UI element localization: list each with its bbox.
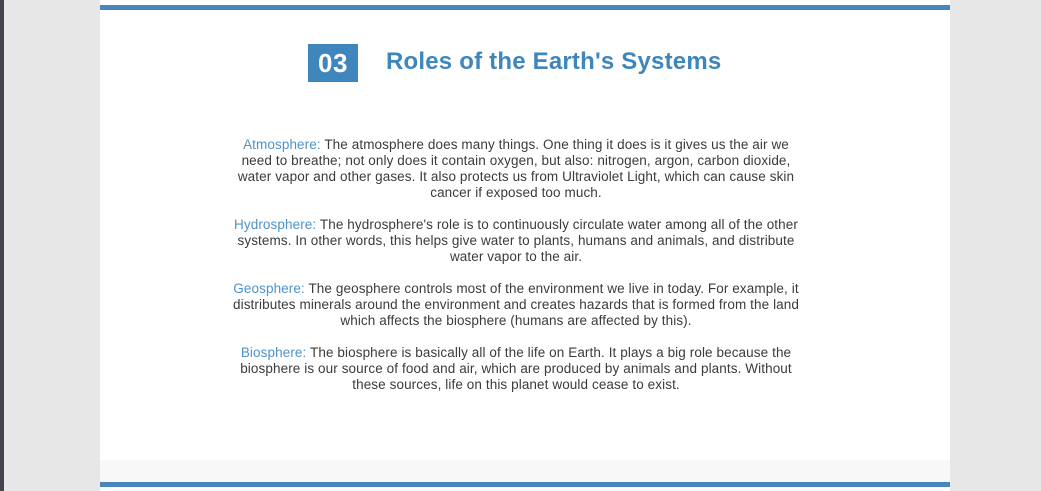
section-biosphere — [228, 345, 804, 393]
section-label-geosphere: Geosphere: — [233, 281, 305, 296]
section-hydrosphere — [228, 217, 804, 265]
section-atmosphere — [228, 137, 804, 201]
section-text-biosphere: The biosphere is basically all of the life on Earth. It plays a big role because the biosphere is our source of food and air, which are produced by animals and plants. Without these sources, life on this planet would cease to exist. — [240, 345, 792, 392]
section-text-atmosphere: The atmosphere does many things. One thing it does is it gives us the air we need to breathe; not only does it contain oxygen, but also: nitrogen, argon, carbon dioxide, water vapor and other gases. It also protects us from Ultraviolet Light, which can cause skin cancer if exposed too much. — [237, 137, 795, 200]
section-label-biosphere: Biosphere: — [240, 345, 307, 360]
next-page-top-rule — [100, 482, 950, 487]
page-gap — [100, 460, 950, 482]
left-dark-edge-strip — [0, 0, 4, 491]
page-top-rule — [100, 5, 950, 10]
section-label-hydrosphere: Hydrosphere: — [234, 217, 317, 232]
page-title: Roles of the Earth's Systems — [386, 48, 722, 75]
section-text-hydrosphere: The hydrosphere's role is to continuously circulate water among all of the other systems. In other words, this helps give water to plants, humans and animals, and distribute water vapor to the air. — [237, 217, 798, 264]
section-label-atmosphere: Atmosphere: — [243, 137, 321, 152]
slide-number-badge: 03 — [308, 44, 358, 82]
section-geosphere — [228, 281, 804, 329]
document-page-1 — [100, 0, 950, 460]
slide-body-text — [228, 137, 804, 409]
section-text-geosphere: The geosphere controls most of the environment we live in today. For example, it distributes minerals around the environment and creates hazards that is formed from the land which affects the biosphere (humans are affected by this). — [233, 281, 799, 328]
document-page-2-top-sliver — [100, 482, 950, 491]
